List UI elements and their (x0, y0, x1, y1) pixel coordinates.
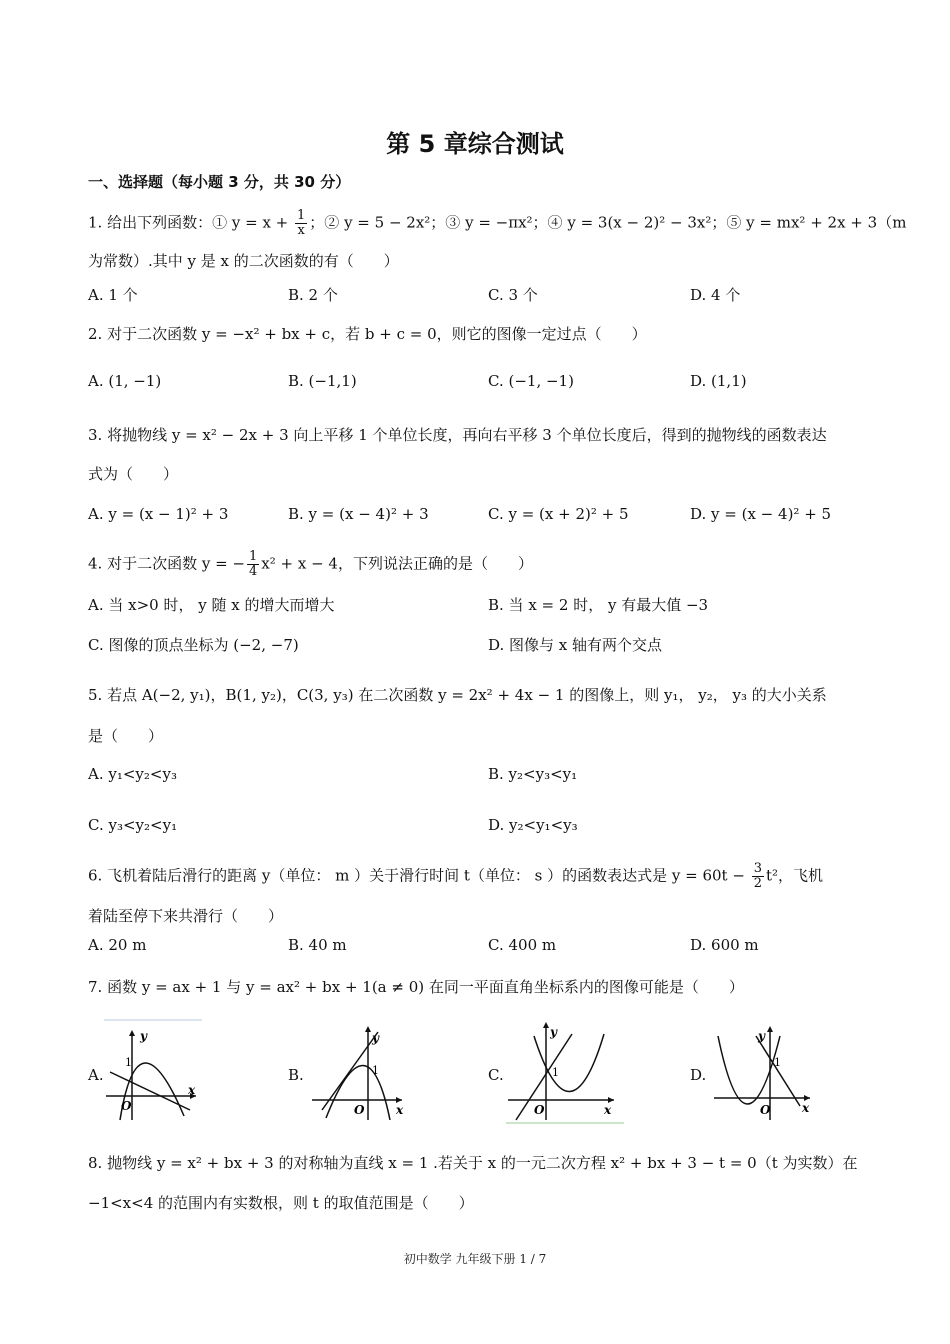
q1-f1: y = x + (231, 213, 294, 232)
q7a-one: 1 (125, 1056, 132, 1069)
q6-option-b[interactable]: B. 40 m (288, 936, 347, 954)
q7a-y-label: y (140, 1029, 147, 1043)
q1-option-c[interactable]: C. 3 个 (488, 286, 538, 304)
question-7: 7. 函数 y = ax + 1 与 y = ax² + bx + 1(a ≠ 0) 在同一平面直角坐标系内的图像可能是（ ） (88, 978, 744, 996)
q1-post: ；② y = 5 − 2x²；③ y = −πx²；④ y = 3(x − 2)² − 3x²；⑤ y = mx² + 2x + 3（m (309, 213, 907, 232)
q3-option-d[interactable]: D. y = (x − 4)² + 5 (690, 505, 832, 523)
question-8-line-1: 8. 抛物线 y = x² + bx + 3 的对称轴为直线 x = 1 .若关于 x 的一元二次方程 x² + bx + 3 − t = 0（t 为实数）在 (88, 1154, 858, 1172)
q1-option-a[interactable]: A. 1 个 (88, 286, 138, 304)
q7-graph-a[interactable] (104, 1018, 204, 1124)
q6-frac-num: 3 (753, 861, 762, 876)
q7c-y-label: y (550, 1025, 557, 1039)
q4-frac-num: 1 (249, 549, 258, 564)
q6-option-a[interactable]: A. 20 m (88, 936, 147, 954)
question-3-line-2: 式为（ ） (88, 465, 179, 483)
q4-pre: 4. 对于二次函数 y = − (88, 554, 245, 573)
q3-option-a[interactable]: A. y = (x − 1)² + 3 (88, 505, 229, 523)
q7-option-b-label[interactable]: B. (288, 1066, 304, 1084)
q6-pre: 6. 飞机着陆后滑行的距离 y（单位： m ）关于滑行时间 t（单位： s ）的函数表达式是 y = 60t − (88, 866, 750, 885)
q3-option-c[interactable]: C. y = (x + 2)² + 5 (488, 505, 629, 523)
q6-post: t²，飞机 (765, 866, 824, 885)
question-2: 2. 对于二次函数 y = −x² + bx + c，若 b + c = 0，则它的图像一定过点（ ） (88, 325, 647, 343)
q6-option-c[interactable]: C. 400 m (488, 936, 557, 954)
q1-frac-num: 1 (297, 208, 306, 223)
q7-graph-c[interactable] (506, 1018, 626, 1126)
q4-option-a[interactable]: A. 当 x>0 时， y 随 x 的增大而增大 (88, 596, 335, 614)
q7-option-a-label[interactable]: A. (88, 1066, 104, 1084)
q6-frac-den: 2 (753, 876, 762, 891)
q1-frac-den: x (297, 223, 305, 238)
q4-post: x² + x − 4，下列说法正确的是（ ） (261, 554, 533, 573)
q2-option-c[interactable]: C. (−1, −1) (488, 372, 574, 390)
question-1-line-1 (88, 209, 906, 238)
page-footer: 初中数学 九年级下册 1 / 7 (403, 1252, 547, 1266)
question-5-line-1: 5. 若点 A(−2, y₁)，B(1, y₂)，C(3, y₃) 在二次函数 y = 2x² + 4x − 1 的图像上，则 y₁， y₂， y₃ 的大小关系 (88, 686, 827, 704)
q4-fraction (247, 550, 259, 579)
q5-option-d[interactable]: D. y₂<y₁<y₃ (488, 816, 578, 834)
q7d-one: 1 (774, 1056, 781, 1069)
q7d-y-label: y (758, 1029, 765, 1043)
q4-option-c[interactable]: C. 图像的顶点坐标为 (−2, −7) (88, 636, 299, 654)
q1-option-d[interactable]: D. 4 个 (690, 286, 741, 304)
page-title: 第 5 章综合测试 (386, 130, 564, 158)
q7c-one: 1 (552, 1066, 559, 1079)
question-1-line-2: 为常数）.其中 y 是 x 的二次函数的有（ ） (88, 252, 399, 270)
q7c-x-label: x (604, 1103, 612, 1117)
q1-option-b[interactable]: B. 2 个 (288, 286, 338, 304)
q7b-x-label: x (396, 1103, 404, 1117)
q7a-x-label: x (188, 1083, 196, 1097)
q4-option-b[interactable]: B. 当 x = 2 时， y 有最大值 −3 (488, 596, 709, 614)
question-5-line-2: 是（ ） (88, 727, 164, 745)
section-heading: 一、选择题（每小题 3 分，共 30 分） (88, 173, 351, 191)
q7b-origin: O (354, 1103, 365, 1117)
q7-option-d-label[interactable]: D. (690, 1066, 707, 1084)
q1-pre: 1. 给出下列函数：① (88, 213, 232, 232)
q2-option-a[interactable]: A. (1, −1) (88, 372, 162, 390)
q2-option-b[interactable]: B. (−1,1) (288, 372, 357, 390)
q7b-y-label: y (372, 1031, 379, 1045)
question-6-line-1 (88, 862, 823, 891)
q7-option-c-label[interactable]: C. (488, 1066, 504, 1084)
question-6-line-2: 着陆至停下来共滑行（ ） (88, 907, 284, 925)
q5-option-b[interactable]: B. y₂<y₃<y₁ (488, 765, 578, 783)
q2-option-d[interactable]: D. (1,1) (690, 372, 747, 390)
q6-fraction (752, 862, 764, 891)
q1-fraction (295, 209, 307, 238)
q7c-origin: O (534, 1103, 545, 1117)
q4-option-d[interactable]: D. 图像与 x 轴有两个交点 (488, 636, 663, 654)
q5-option-a[interactable]: A. y₁<y₂<y₃ (88, 765, 177, 783)
q3-option-b[interactable]: B. y = (x − 4)² + 3 (288, 505, 429, 523)
q7-graph-d[interactable] (710, 1022, 816, 1122)
q7b-one: 1 (372, 1064, 379, 1077)
q7d-origin: O (760, 1103, 771, 1117)
q7-graph-b[interactable] (310, 1022, 410, 1122)
q7a-origin: O (121, 1099, 132, 1113)
question-3-line-1: 3. 将抛物线 y = x² − 2x + 3 向上平移 1 个单位长度，再向右平移 3 个单位长度后，得到的抛物线的函数表达 (88, 426, 827, 444)
question-4 (88, 550, 533, 579)
question-8-line-2: −1<x<4 的范围内有实数根，则 t 的取值范围是（ ） (88, 1194, 474, 1212)
q5-option-c[interactable]: C. y₃<y₂<y₁ (88, 816, 178, 834)
q6-option-d[interactable]: D. 600 m (690, 936, 759, 954)
q7d-x-label: x (802, 1101, 810, 1115)
q4-frac-den: 4 (249, 564, 258, 579)
